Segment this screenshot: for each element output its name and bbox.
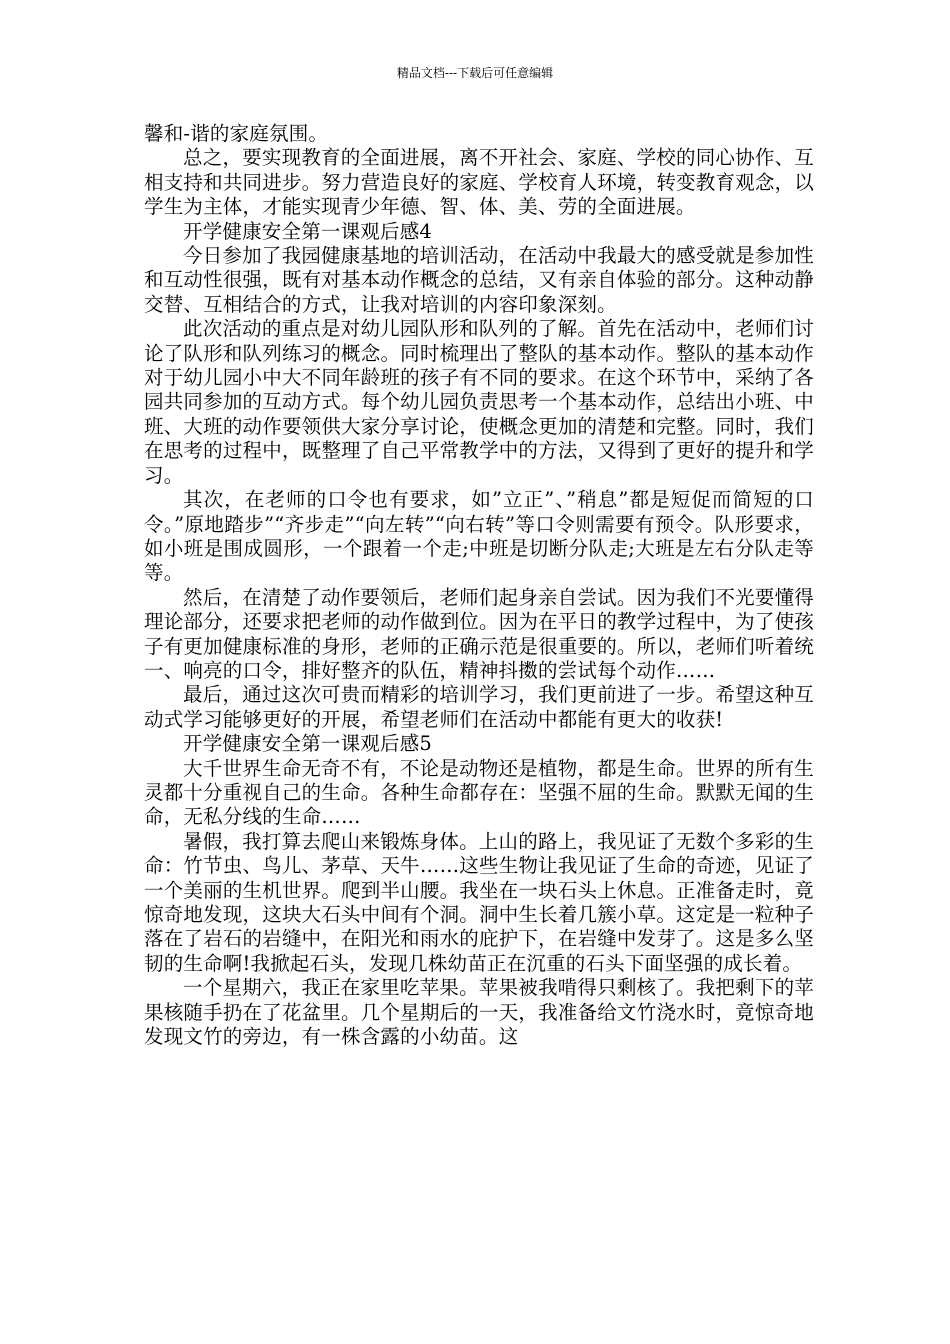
paragraph: 然后，在清楚了动作要领后，老师们起身亲自尝试。因为我们不光要懂得理论部分，还要求把老师的动作做到位。因为在平日的教学过程中，为了使孩子有更加健康标准的身形，老师的正确示范是很重要的。所以，老师们听着统一、响亮的口令，排好整齐的队伍，精神抖擞的尝试每个动作…… [144,585,814,682]
section-heading: 开学健康安全第一课观后感4 [183,219,433,243]
paragraph: 暑假，我打算去爬山来锻炼身体。上山的路上，我见证了无数个多彩的生命：竹节虫、鸟儿、茅草、天牛……这些生物让我见证了生命的奇迹，见证了一个美丽的生机世界。爬到半山腰。我坐在一块石头上休息。正准备走时，竟惊奇地发现，这块大石头中间有个洞。洞中生长着几簇小草。这定是一粒种子落在了岩石的岩缝中，在阳光和雨水的庇护下，在岩缝中发芽了。这是多么坚韧的生命啊!我掀起石头，发现几株幼苗正在沉重的石头下面坚强的成长着。 [144,829,814,975]
paragraph: 今日参加了我园健康基地的培训活动，在活动中我最大的感受就是参加性和互动性很强，既有对基本动作概念的总结，又有亲自体验的部分。这种动静交替、互相结合的方式，让我对培训的内容印象深刻。 [144,244,814,316]
section-heading: 开学健康安全第一课观后感5 [183,732,433,756]
paragraph: 其次，在老师的口令也有要求，如”立正”、”稍息”都是短促而简短的口令。”原地踏步”“齐步走”“向左转”“向右转”等口令则需要有预令。队形要求，如小班是围成圆形，一个跟着一个走;中班是切断分队走;大班是左右分队走等等。 [144,488,814,585]
paragraph: 大千世界生命无奇不有，不论是动物还是植物，都是生命。世界的所有生灵都十分重视自己的生命。各种生命都存在：坚强不屈的生命。默默无闻的生命，无私分线的生命…… [144,756,814,829]
page-header: 精品文档---下载后可任意编辑 [396,66,554,80]
paragraph: 总之，要实现教育的全面进展，离不开社会、家庭、学校的同心协作、互相支持和共同进步。努力营造良好的家庭、学校育人环境，转变教育观念，以学生为主体，才能实现青少年德、智、体、美、劳的全面进展。 [144,146,814,219]
paragraph: 此次活动的重点是对幼儿园队形和队列的了解。首先在活动中，老师们讨论了队形和队列练习的概念。同时梳理出了整队的基本动作。整队的基本动作对于幼儿园小中大不同年龄班的孩子有不同的要求。在这个环节中，采纳了各园共同参加的互动方式。每个幼儿园负责思考一个基本动作，总结出小班、中班、大班的动作要领供大家分享讨论，使概念更加的清楚和完整。同时，我们在思考的过程中，既整理了自己平常教学中的方法，又得到了更好的提升和学习。 [144,317,814,487]
paragraph: 最后，通过这次可贵而精彩的培训学习，我们更前进了一步。希望这种互动式学习能够更好的开展，希望老师们在活动中都能有更大的收获! [144,683,814,731]
document-body [144,122,814,1049]
paragraph-continuation: 馨和-谐的家庭氛围。 [144,122,329,145]
paragraph: 一个星期六，我正在家里吃苹果。苹果被我啃得只剩核了。我把剩下的苹果核随手扔在了花盆里。几个星期后的一天，我准备给文竹浇水时，竟惊奇地发现文竹的旁边，有一株含露的小幼苗。这 [144,976,814,1049]
